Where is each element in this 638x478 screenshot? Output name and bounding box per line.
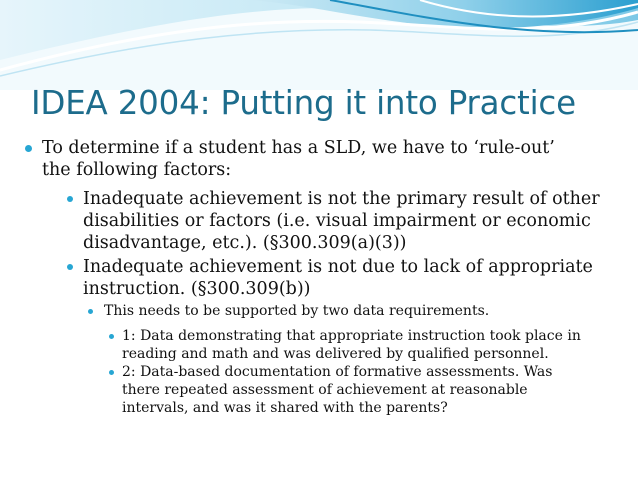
bullet-dot [67,264,73,270]
bullet-dot [25,145,32,152]
bullet-line: the following factors: [42,160,232,180]
bullet-dot [109,370,114,375]
bullet-line: disadvantage, etc.). (§300.309(a)(3)) [83,233,407,253]
header-wave-decoration [0,0,638,90]
bullet-line: To determine if a student has a SLD, we have to ‘rule-out’ [42,138,555,158]
slide-title: IDEA 2004: Putting it into Practice [31,84,576,122]
bullet-line: 2: Data-based documentation of formative assessments. Was [122,364,553,380]
bullet-line: there repeated assessment of achievement at reasonable [122,382,528,398]
bullet-line: 1: Data demonstrating that appropriate instruction took place in [122,328,581,344]
bullet-line: reading and math and was delivered by qualified personnel. [122,346,549,362]
bullet-dot [109,334,114,339]
bullet-dot [67,196,73,202]
bullet-line: Inadequate achievement is not the primary result of other [83,189,600,209]
bullet-line: instruction. (§300.309(b)) [83,279,311,299]
bullet-line: Inadequate achievement is not due to lack of appropriate [83,257,593,277]
bullet-line: intervals, and was it shared with the parents? [122,400,448,416]
bullet-line: disabilities or factors (i.e. visual impairment or economic [83,211,591,231]
bullet-line: This needs to be supported by two data requirements. [104,303,490,319]
bullet-dot [88,309,93,314]
